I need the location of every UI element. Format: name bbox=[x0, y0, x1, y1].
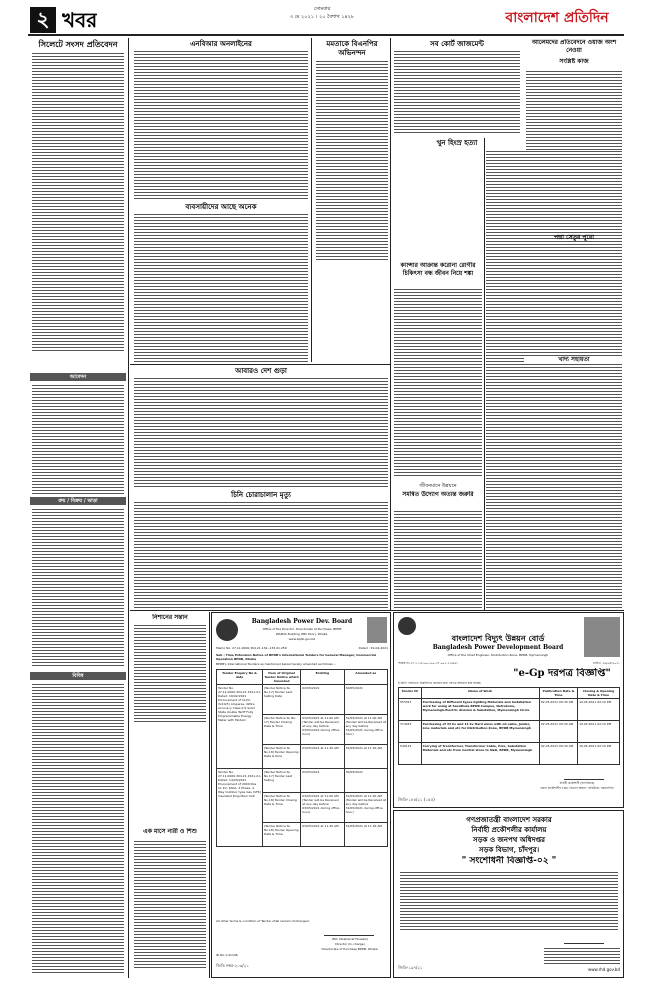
bpdb-right-notice-title: "e-Gp দরপত্র বিজ্ঞপ্তি" bbox=[513, 668, 611, 679]
jibon-headline: সমন্বিত উদ্যোগ অত্যন্ত জরুরি bbox=[402, 491, 474, 498]
bpdb-left-memo: Memo No. 27.11.0000.304.21.132.-133.21.259 bbox=[216, 646, 287, 650]
page-number: ২ bbox=[30, 7, 56, 33]
bpdb-right-intro: ই-জিপি পদ্ধতিতে নিম্নলিখিত কাজের জন্য দরপত্র আহবান করা যাচ্ছে। bbox=[398, 681, 482, 685]
classified-list-3 bbox=[32, 683, 124, 973]
cell: 19.05.2021 02:10 PM bbox=[578, 699, 620, 721]
bpdb-right-signer-office: প্রধান প্রকৌশলীর দপ্তর, বিতরণ অঞ্চল, বাবিউবো, ময়মনসিংহ bbox=[540, 786, 614, 790]
table-row bbox=[399, 699, 620, 721]
cell: 31/05/2021 at 11.00 AM (Tender will be Received at any day before 31/05/2021 during office hour) bbox=[344, 715, 387, 745]
mamotaj-body bbox=[316, 60, 388, 260]
abar-body bbox=[134, 377, 388, 487]
cell: 540115 bbox=[399, 743, 422, 765]
enquiry-cell: Tender No. 27.11.0000.304.21.1521.21, Dated: 16/02/2021 Procurement of 110V, 3x10(5) Amperes, 4Wire Accuracy Class 0.5 Solid State double Tariff Fully Programmable Energy Meter with Modem bbox=[217, 685, 263, 769]
chor-headline: চিনি চোরাচালান মৃত্যু bbox=[231, 490, 291, 499]
rhd-gd: জিডি-১৯৭/২১ bbox=[398, 965, 423, 970]
col-header: Tender Enquiry No & date bbox=[217, 670, 263, 685]
bpdb-left-signer-office: Directorate of Purchase BPDB, Dhaka. bbox=[321, 947, 379, 951]
cell: Purchasing of 33 kv and 11 kv Hard wires with oil cable, Jumbo, Line materials and etc for Distribution Zone, BPDB Mymensingh bbox=[421, 721, 539, 743]
cell: 03/05/2021 at 11.30 AM bbox=[301, 745, 344, 769]
newspaper-logo: বাংলাদেশ প্রতিদিন bbox=[505, 10, 609, 26]
table-row bbox=[217, 769, 388, 793]
cell: 02/05/2021 bbox=[301, 769, 344, 793]
bpdb-right-bangla-title: বাংলাদেশ বিদ্যুৎ উন্নয়ন বোর্ড bbox=[451, 633, 545, 643]
col-header: Publication Date & Time bbox=[539, 688, 577, 699]
col1-headline: সিলেটে সংসদ প্রতিবেদন bbox=[38, 39, 118, 49]
chor-body bbox=[134, 501, 388, 609]
naya-body bbox=[134, 50, 308, 200]
classified-header-1: আবেদন bbox=[30, 373, 126, 381]
supreme-headline: সব কোর্ট জাজমেন্ট bbox=[430, 39, 484, 48]
bpdb-right-address: Office of the Chief Engineer, Distribution Zone, BPDB, Mymensingh bbox=[447, 653, 549, 657]
bpdb-left-website[interactable]: www.bpdb.gov.bd bbox=[288, 637, 316, 641]
cell: Purchasing of Different types lighting Materials and Installation work for using at Savathola BPDB Campus, Netrokona, Mymensingh-Electric division & Substation, Mymensingh Circle bbox=[421, 699, 539, 721]
bpdb-left-address: WAPDA Building (8th floor), Dhaka. bbox=[275, 632, 329, 636]
col-header: Name of Work bbox=[421, 688, 539, 699]
cell: 31/05/2021 at 11.00 AM (Tender will be Received at any day before 31/05/2021 during office hour) bbox=[344, 793, 387, 823]
cell: (Tender Notice SL No.17) Tender Last Selling Date bbox=[262, 685, 300, 715]
lower-divider bbox=[209, 612, 210, 978]
cell: 02.05.2021 09:30 AM bbox=[539, 743, 577, 765]
fire-headline: খুন হিংস্র হত্যা bbox=[436, 138, 478, 147]
cell: 374453 bbox=[399, 721, 422, 743]
cell: (Tender Notice SL No.17) Tender Last Selling bbox=[262, 769, 300, 793]
supreme-body bbox=[394, 50, 520, 135]
section-title: খবর bbox=[62, 8, 98, 32]
cell: 02.05.2021 09:30 AM bbox=[539, 699, 577, 721]
bpdb-left-footer: All other terms & condition of Tender shall remain Unchanged. bbox=[216, 919, 310, 923]
bpdb-right-gd: জিডি-১৮৫/২১ (১৫৫) bbox=[398, 797, 435, 802]
nishan-headline: নিশানের সন্তান bbox=[152, 614, 188, 621]
bpdb-logo bbox=[216, 619, 238, 641]
biz-headline: ব্যবসায়ীদের আছে অনেক bbox=[185, 202, 257, 211]
cell: 03/05/2021 at 11.00 AM (Tender will be Received at any day before 03/05/2021 during office hour) bbox=[301, 715, 344, 745]
abar-headline: আবারও দেশ গুড়া bbox=[235, 366, 287, 375]
classified-list-2 bbox=[32, 508, 124, 668]
cancer-body bbox=[394, 288, 482, 478]
rhd-website[interactable]: www.rhd.gov.bd bbox=[587, 967, 620, 972]
bpdb-right-notice bbox=[393, 612, 624, 808]
cell: 19.05.2021 02:10 PM bbox=[578, 743, 620, 765]
bpdb-left-subject: Sub : Time Extension Notice of BPDB's International Tenders for General Manager, Commercial Operation BPDB, Dhaka bbox=[216, 653, 376, 661]
cell: 31/05/2021 at 11.30 AM bbox=[344, 823, 387, 847]
ek-body bbox=[134, 840, 206, 970]
cell: 30/05/2021 bbox=[344, 769, 387, 793]
rhd-body bbox=[400, 871, 618, 931]
table-row bbox=[399, 743, 620, 765]
bpdb-left-dated: Dated : 29-04-2021 bbox=[358, 646, 388, 650]
h-divider-2 bbox=[130, 610, 624, 611]
bpdb-right-signature bbox=[564, 773, 604, 780]
classified-header-3: বিবিধ bbox=[30, 672, 126, 680]
cell: 02/05/2021 bbox=[301, 685, 344, 715]
rhd-govt: গণপ্রজাতন্ত্রী বাংলাদেশ সরকার bbox=[466, 815, 552, 824]
rhd-dept: সড়ক ও জনপথ অধিদপ্তর bbox=[473, 835, 545, 844]
right-divider-2 bbox=[484, 138, 485, 610]
alem-headline: আলেমদের প্রতিবেদনে ওয়াজ অংশ নেওয়া bbox=[531, 39, 617, 54]
cell: (Tender Notice SL No.18) Tender Opening Date & time bbox=[262, 745, 300, 769]
rhd-office: নির্বাহী প্রকৌশলীর কার্যালয় bbox=[471, 825, 547, 834]
cell: 19.05.2021 02:10 PM bbox=[578, 721, 620, 743]
naya-headline: এনবিআর অনলাইনের bbox=[190, 39, 252, 48]
cell: 30/05/2021 bbox=[344, 685, 387, 715]
rhd-notice bbox=[393, 810, 624, 978]
col-header: Tender ID bbox=[399, 688, 422, 699]
nishan-body bbox=[134, 624, 206, 724]
cell: (Tender Notice SL No.18) Tender Closing Date & Time bbox=[262, 793, 300, 823]
bpdb-left-id: ID No.1-31196 bbox=[216, 953, 238, 957]
cell: 03/05/2021 at 11.00 AM (Tender will be Received at any day before 03/05/2021 during office hour) bbox=[301, 793, 344, 823]
col1-body bbox=[32, 52, 124, 352]
classified-list-1 bbox=[32, 384, 124, 494]
center-divider bbox=[311, 38, 312, 362]
bpdb-right-english-title: Bangladesh Power Development Board bbox=[432, 644, 564, 651]
rhd-signer-block bbox=[544, 947, 620, 965]
bpdb-right-memo: স্মারক নং-২৭.১১.৬১০০.৫০০.৩৭.০০১.২১/৯৯১ bbox=[398, 661, 459, 665]
col-header: Amended as bbox=[344, 670, 387, 685]
classified-header-2: ক্রয় / বিক্রয় / ভাড়া bbox=[30, 497, 126, 505]
bpdb-left-signer: (Md. Mosharraf Hossain) bbox=[331, 937, 369, 941]
h-divider-1 bbox=[130, 364, 390, 365]
bpdb-left-title: Bangladesh Power Dev. Board bbox=[251, 618, 353, 625]
rhd-notice-title: " সংশোধনী বিজ্ঞপ্তি-০২ " bbox=[461, 856, 557, 866]
cell: 553327 bbox=[399, 699, 422, 721]
col-header: Closing & Opening Date & Time bbox=[578, 688, 620, 699]
masthead-day: সোমবার bbox=[313, 6, 331, 12]
cell: 31/05/2021 at 11.30 AM bbox=[344, 745, 387, 769]
bpdb-right-signer: নির্বাহী প্রকৌশলী (বাণিজ্যিক) bbox=[559, 781, 595, 785]
masthead-rule bbox=[28, 34, 624, 36]
biz-body bbox=[134, 213, 308, 363]
bpdb-right-logo bbox=[398, 617, 416, 635]
masthead-date: ৩ মে ২০২১ । ২০ বৈশাখ ১৪২৮ bbox=[289, 14, 355, 20]
rhd-signature bbox=[564, 937, 604, 944]
bpdb-left-table bbox=[216, 669, 388, 847]
cell: Carrying of Transformer, Transformer Cable, Pole, Substation Materials and etc from Central store to S&D, BPDB, Mymensingh bbox=[421, 743, 539, 765]
pm-portrait-right bbox=[584, 617, 620, 657]
ek-headline: এক মাসে নারী ও শিশু bbox=[143, 828, 197, 835]
rhd-division: সড়ক বিভাগ, চাঁদপুর। bbox=[478, 845, 540, 854]
mamotaj-headline: মমতাকে বিএনপির অভিনন্দন bbox=[326, 39, 378, 57]
alem-subheadline: সংশ্লিষ্ট কাজ bbox=[559, 58, 589, 65]
table-row bbox=[399, 721, 620, 743]
enquiry-cell: Tender No. 27.11.0000.304.21.1521.21, Dated: 14/03/2021 Procurement of 2000 Nos 11 KV, 630A, 3 Phase, 4 Way Outdoor type Gas (SF6) Insulated Ring Main Unit bbox=[217, 769, 263, 847]
bpdb-right-date: তারিখ: ২৯/০৪/২০২১ bbox=[592, 661, 620, 665]
bpdb-left-office: Office of the Director, Directorate of Purchase, BPDB bbox=[262, 627, 342, 631]
fire-long-body bbox=[486, 150, 622, 610]
padma-headline: পদ্মা সেতুর পুরো bbox=[554, 234, 594, 241]
relief-headline: খাদ্য সহায়তা bbox=[524, 356, 624, 364]
col1-divider bbox=[128, 38, 129, 978]
cell: 02.05.2021 09:30 AM bbox=[539, 721, 577, 743]
jibon-body bbox=[394, 510, 482, 610]
bpdb-left-notice bbox=[211, 612, 391, 978]
table-row bbox=[217, 685, 388, 715]
cell: (Tender Notice SL No.18) Tender Opening Date & Time bbox=[262, 823, 300, 847]
col-header: Item of Original Tender Notice which Amended bbox=[262, 670, 300, 685]
jibon-kicker: জীবনমানে উন্নয়নে bbox=[419, 483, 457, 489]
right-divider bbox=[390, 38, 391, 610]
bpdb-left-intro: BPDB's International Tenders as mentioned below hereby amended as follows :- bbox=[216, 662, 336, 666]
cell: 03/05/2021 at 11.30 AM bbox=[301, 823, 344, 847]
cancer-headline: ক্যান্সার আক্রান্ত করোনা রোগীর চিকিৎসা বন্ধ জীবন নিয়ে শঙ্কা bbox=[400, 262, 476, 277]
col-header: Existing bbox=[301, 670, 344, 685]
signature bbox=[324, 927, 374, 936]
bpdb-left-signer-role: Director (In-charge) bbox=[335, 942, 365, 946]
bpdb-left-gd: জিডি নম্বর-২০৩/২১ bbox=[216, 963, 249, 968]
bpdb-right-table bbox=[398, 687, 620, 765]
pm-portrait bbox=[367, 617, 387, 643]
cell: (Tender Notice SL No. 17) Tender Closing Date & Time bbox=[262, 715, 300, 745]
